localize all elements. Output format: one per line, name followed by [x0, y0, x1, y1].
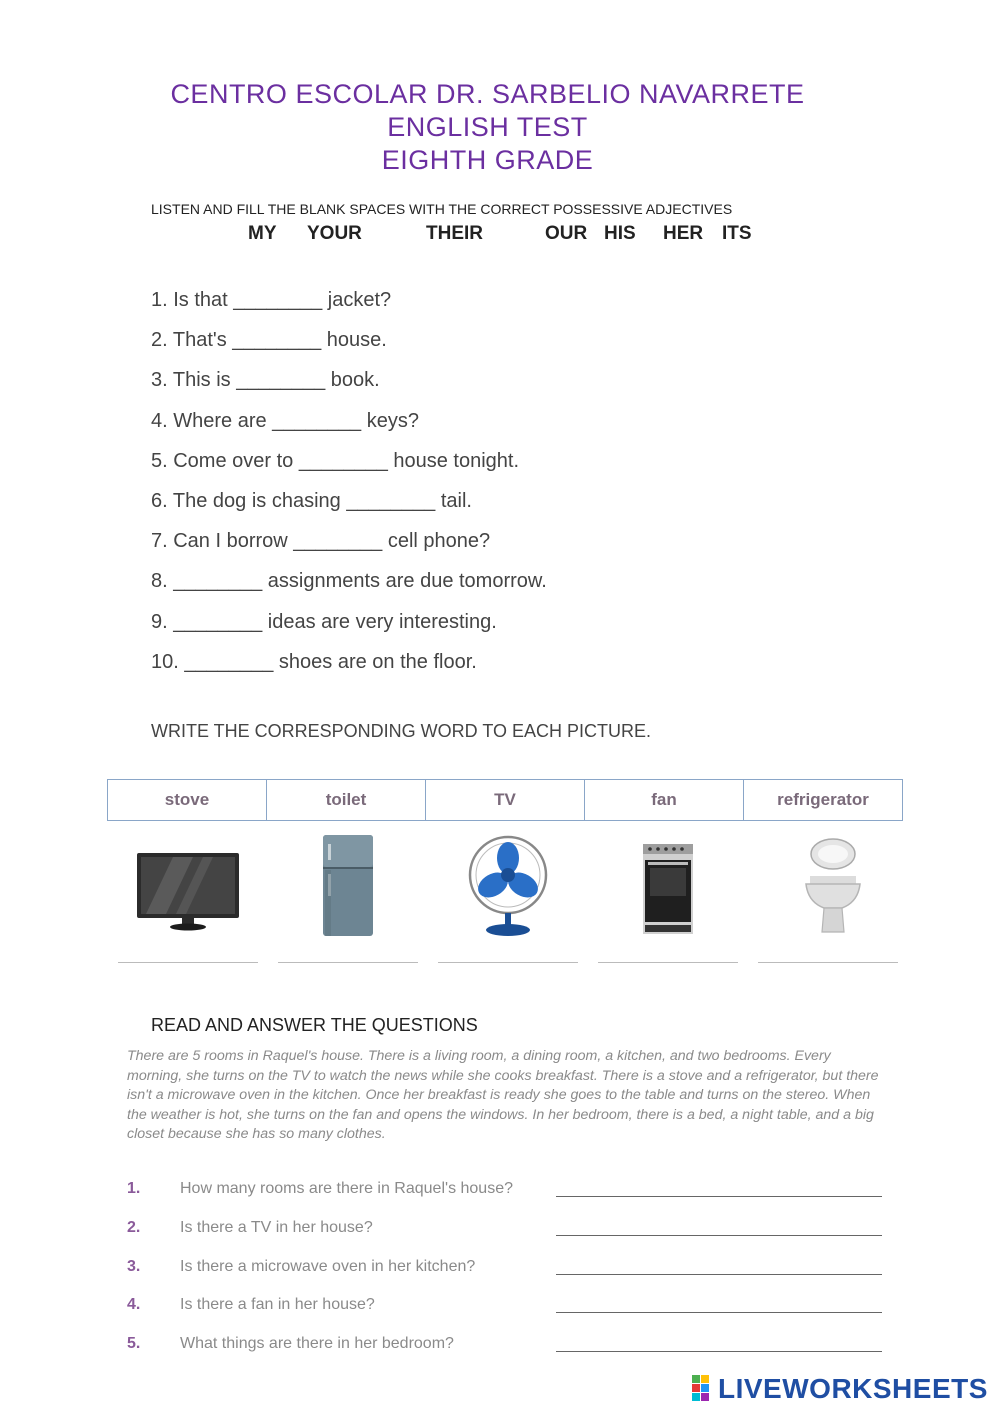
question-number: 5. [127, 1335, 141, 1352]
answer-line[interactable] [758, 962, 898, 963]
logo-text: LIVEWORKSHEETS [718, 1373, 988, 1404]
fill-item[interactable]: 10. ________ shoes are on the floor. [151, 650, 477, 673]
fill-item[interactable]: 7. Can I borrow ________ cell phone? [151, 530, 491, 553]
question-text: Is there a fan in her house? [180, 1296, 375, 1313]
word-bank-item: MY [248, 223, 277, 244]
liveworksheets-logo [692, 1373, 988, 1405]
word-cell: stove [108, 780, 267, 820]
word-bank-item: HER [663, 223, 704, 244]
answer-line[interactable] [598, 962, 738, 963]
fill-item[interactable]: 5. Come over to ________ house tonight. [151, 449, 520, 472]
answer-line[interactable] [278, 962, 418, 963]
answer-line[interactable] [118, 962, 258, 963]
fill-item[interactable]: 1. Is that ________ jacket? [151, 289, 392, 311]
test-title: ENGLISH TEST [387, 112, 588, 142]
answer-line[interactable] [556, 1196, 882, 1197]
section1-instruction: LISTEN AND FILL THE BLANK SPACES WITH THE CORRECT POSSESSIVE ADJECTIVES [151, 201, 733, 217]
question-row [127, 1256, 882, 1282]
question-text: How many rooms are there in Raquel's house? [180, 1180, 513, 1197]
question-row [127, 1178, 882, 1204]
question-number: 4. [127, 1296, 141, 1313]
answer-line[interactable] [556, 1351, 882, 1352]
word-bank-item: ITS [722, 223, 752, 244]
word-bank-item: THEIR [426, 223, 483, 244]
tv-icon [118, 830, 258, 940]
answer-line[interactable] [438, 962, 578, 963]
question-row [127, 1217, 882, 1243]
answer-line[interactable] [556, 1274, 882, 1275]
fill-in-list [151, 280, 547, 682]
word-table [107, 779, 903, 821]
question-number: 1. [127, 1180, 141, 1197]
answer-line[interactable] [556, 1312, 882, 1313]
answer-line[interactable] [556, 1235, 882, 1236]
stove-icon [598, 830, 738, 940]
fan-icon [438, 830, 578, 940]
grade-title: EIGHTH GRADE [381, 145, 594, 175]
question-number: 2. [127, 1219, 141, 1236]
fill-item[interactable]: 9. ________ ideas are very interesting. [151, 610, 497, 633]
fill-item[interactable]: 6. The dog is chasing ________ tail. [151, 490, 472, 513]
word-bank-item: YOUR [307, 223, 362, 244]
reading-passage: There are 5 rooms in Raquel's house. There is a living room, a dining room, a kitchen, and two bedrooms. Every morning, she turns on the TV to watch the news while she cooks breakfast. There is a stove and a refrigerator, but there isn't a microwave oven in the kitchen. Once her breakfast is ready she goes to the table and turns on the stereo. When the weather is hot, she turns on the fan and opens the windows. In her bedroom, there is a bed, a night table, and a big closet because she has so many clothes. [127, 1048, 879, 1142]
school-name: CENTRO ESCOLAR DR. SARBELIO NAVARRETE [170, 79, 805, 109]
question-row [127, 1294, 882, 1320]
fill-item[interactable]: 4. Where are ________ keys? [151, 409, 419, 432]
word-bank-item: HIS [604, 223, 636, 244]
question-text: What things are there in her bedroom? [180, 1335, 454, 1352]
logo-blocks-icon [692, 1375, 718, 1403]
word-cell: TV [426, 780, 585, 820]
word-cell: refrigerator [777, 790, 869, 809]
question-number: 3. [127, 1258, 141, 1275]
fill-item[interactable]: 2. That's ________ house. [151, 329, 387, 352]
question-text: Is there a TV in her house? [180, 1219, 373, 1236]
question-text: Is there a microwave oven in her kitchen? [180, 1258, 476, 1275]
toilet-icon [758, 830, 898, 940]
section3-title: READ AND ANSWER THE QUESTIONS [151, 1015, 478, 1035]
word-bank-item: OUR [545, 223, 588, 244]
word-cell: toilet [267, 780, 426, 820]
fill-item[interactable]: 8. ________ assignments are due tomorrow. [151, 570, 547, 593]
section2-title: WRITE THE CORRESPONDING WORD TO EACH PICTURE. [151, 721, 652, 741]
worksheet-header [0, 78, 975, 177]
fill-item[interactable]: 3. This is ________ book. [151, 369, 380, 392]
question-row [127, 1333, 882, 1359]
word-cell: fan [585, 780, 744, 820]
refrigerator-icon [278, 830, 418, 940]
